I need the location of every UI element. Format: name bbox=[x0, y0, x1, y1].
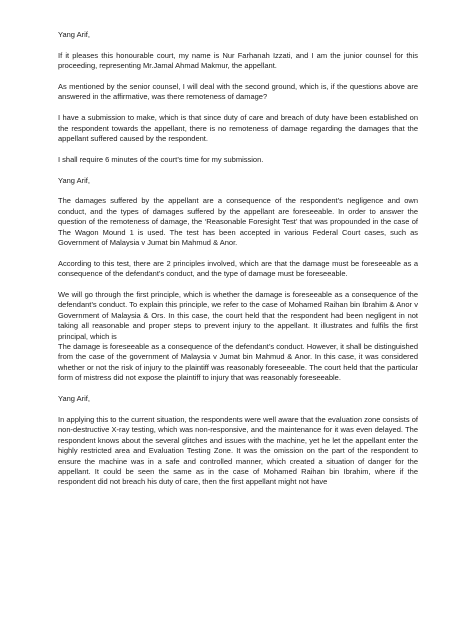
application-paragraph: In applying this to the current situation, the respondents were well aware that the evaluation zone consists of non-destructive X-ray testing, which was non-responsive, and the maintenance for it was even delayed. The respondent knows about the several glitches and issues with the machine, yet he let the appellant enter the highly restricted area and Evaluation Testing Zone. It was the omission on the part of the respondent to ensure the machine was in a safe and controlled manner, which created a situation of danger for the appellant. It could be seen the same as in the case of Mohamed Raihan bin Ibrahim, where if the respondent did not breach his duty of care, then the first appellant might not have bbox=[58, 414, 418, 487]
salutation: Yang Arif, bbox=[58, 30, 90, 39]
second-ground-paragraph: As mentioned by the senior counsel, I will deal with the second ground, which is, if the questions above are answered in the affirmative, was there remoteness of damage? bbox=[58, 82, 418, 102]
introduction-paragraph: If it pleases this honourable court, my name is Nur Farhanah Izzati, and I am the junior counsel for this proceeding, representing Mr.Jamal Ahmad Makmur, the appellant. bbox=[58, 50, 418, 71]
first-principle-paragraph: We will go through the first principle, which is whether the damage is foreseeable as a consequence of the defendant’s conduct. To explain this principle, we refer to the case of Mohamed Raihan bin Ibrahim & Anor v Government of Malaysia & Ors. In this case, the court held that the respondent had been negligent in not taking all reasonable and proper steps to prevent injury to the appellant. It illustrates and fulfils the first principal, which is bbox=[58, 290, 418, 341]
test-principles-paragraph: According to this test, there are 2 principles involved, which are that the damage must be foreseeable as a consequence of the defendant’s conduct, and the type of damage must be foreseeable. bbox=[58, 258, 418, 279]
submission-paragraph: I have a submission to make, which is that since duty of care and breach of duty have been established on the respondent towards the appellant, there is no remoteness of damage regarding the damages that the appellant suffered caused by the respondent. bbox=[58, 113, 418, 144]
salutation: Yang Arif, bbox=[58, 394, 90, 404]
salutation: Yang Arif, bbox=[58, 175, 90, 185]
time-request-paragraph: I shall require 6 minutes of the court’s time for my submission. bbox=[58, 154, 264, 164]
distinction-paragraph: The damage is foreseeable as a consequence of the defendant’s conduct. However, it shall be distinguished from the case of the government of Malaysia v Jumat bin Mahmud & Anor. In this case, it was considered whether or not the risk of injury to the plaintiff was reasonably foreseeable. The court held that the particular form of mistress did not expose the plaintiff to injury that was reasonably foreseeable. bbox=[58, 342, 418, 383]
document-body bbox=[58, 30, 418, 488]
damages-paragraph: The damages suffered by the appellant are a consequence of the respondent's negligence and own conduct, and the types of damages suffered by the appellant are foreseeable. In order to answer the question of the remoteness of damage, the ‘Reasonable Foresight Test’ that was propounded in the case of The Wagon Mound 1 is used. The test has been accepted in various Federal Court cases, such as Government of Malaysia v Jumat bin Mahmud & Anor. bbox=[58, 196, 418, 248]
